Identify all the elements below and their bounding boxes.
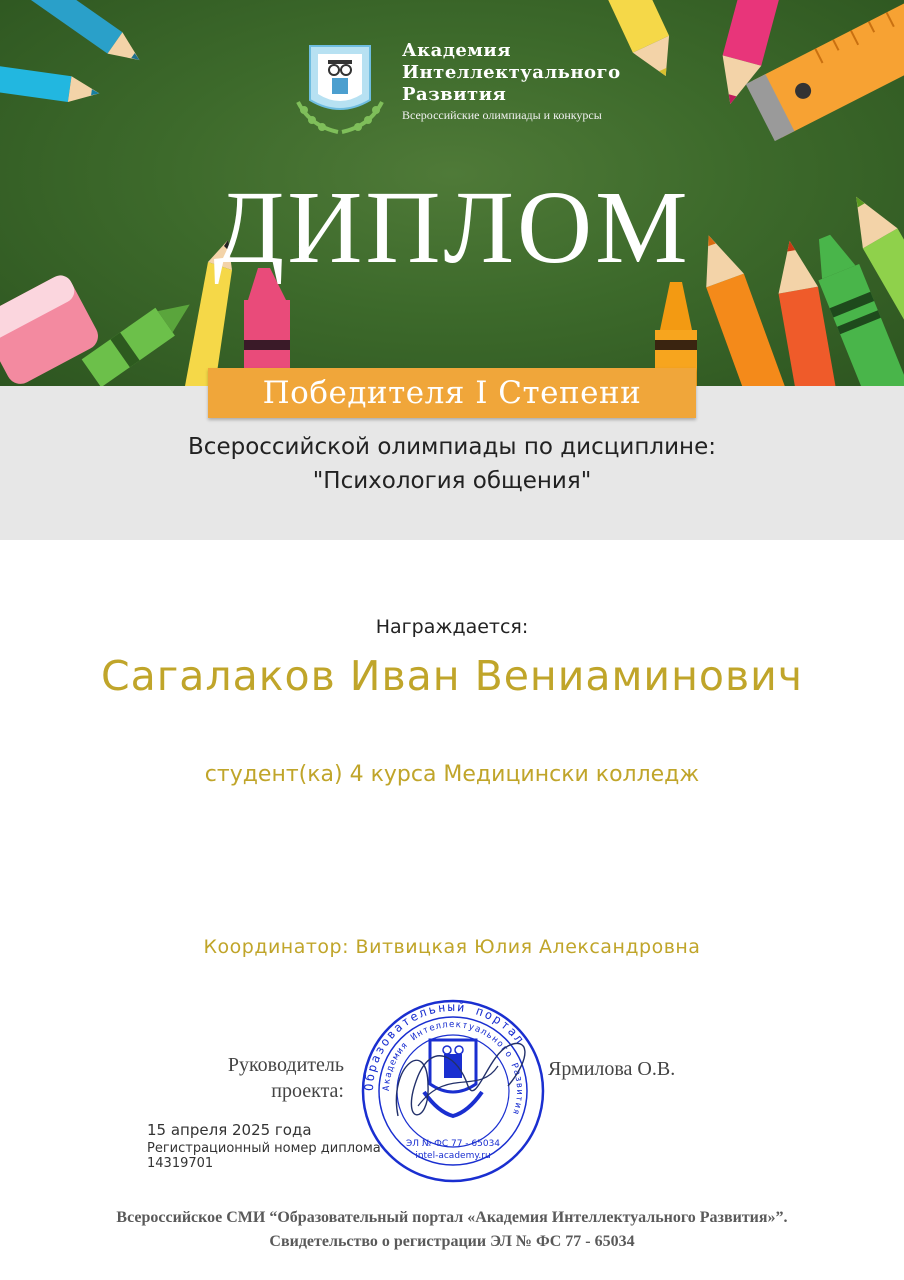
chalkboard-header: [0, 0, 904, 386]
green-crayon-icon: [82, 291, 200, 386]
footer-line-1: Всероссийское СМИ “Образовательный портал «Академия Интеллектуального Развития»”.: [116, 1209, 788, 1226]
stamp-inner-text: Академия Интеллектуального Развития: [381, 1019, 525, 1117]
cyan-pencil-icon: [0, 65, 101, 106]
coordinator: Координатор: Витвицкая Юлия Александровна: [203, 936, 701, 958]
registration-number: 14319701: [147, 1156, 214, 1171]
issue-date: 15 апреля 2025 года: [147, 1121, 312, 1139]
discipline-name: "Психология общения": [312, 468, 592, 494]
stamp-outer-text: Образовательный портал: [361, 999, 528, 1092]
diploma-title: ДИПЛОМ: [213, 170, 691, 285]
brand-line-2: Интеллектуального: [402, 62, 621, 83]
academy-logo-icon: [290, 40, 390, 136]
project-head-label-line2: проекта:: [271, 1080, 344, 1102]
recipient-position: студент(ка) 4 курса Медицински колледж: [204, 762, 700, 787]
brand-subtitle: Всероссийские олимпиады и конкурсы: [402, 108, 602, 122]
academy-brand: [402, 40, 621, 123]
olympiad-info: [0, 430, 904, 498]
stamp-site-text: intel-academy.ru: [415, 1151, 491, 1161]
footer-line-2: Свидетельство о регистрации ЭЛ № ФС 77 - 65034: [269, 1233, 635, 1250]
brand-line-3: Развития: [402, 84, 507, 105]
olympiad-line: Всероссийской олимпиады по дисциплине:: [188, 434, 716, 460]
brand-line-1: Академия: [402, 40, 512, 61]
blue-pencil-icon: [17, 0, 147, 71]
degree-ribbon: [208, 368, 696, 418]
recipient-name: Сагалаков Иван Вениаминович: [100, 652, 804, 700]
project-head-label-line1: Руководитель: [227, 1054, 344, 1076]
official-stamp-icon: [358, 996, 548, 1186]
registration-label: Регистрационный номер диплома: [147, 1141, 381, 1156]
degree-label: Победителя I Степени: [262, 375, 642, 411]
project-head-label: [190, 1052, 344, 1104]
eraser-icon: [0, 271, 103, 386]
project-head-name: Ярмилова О.В.: [548, 1058, 676, 1080]
awarded-label: Награждается:: [375, 616, 529, 638]
stamp-reg-text: ЭЛ № ФС 77 - 65034: [405, 1139, 501, 1149]
footer: [0, 1206, 904, 1254]
